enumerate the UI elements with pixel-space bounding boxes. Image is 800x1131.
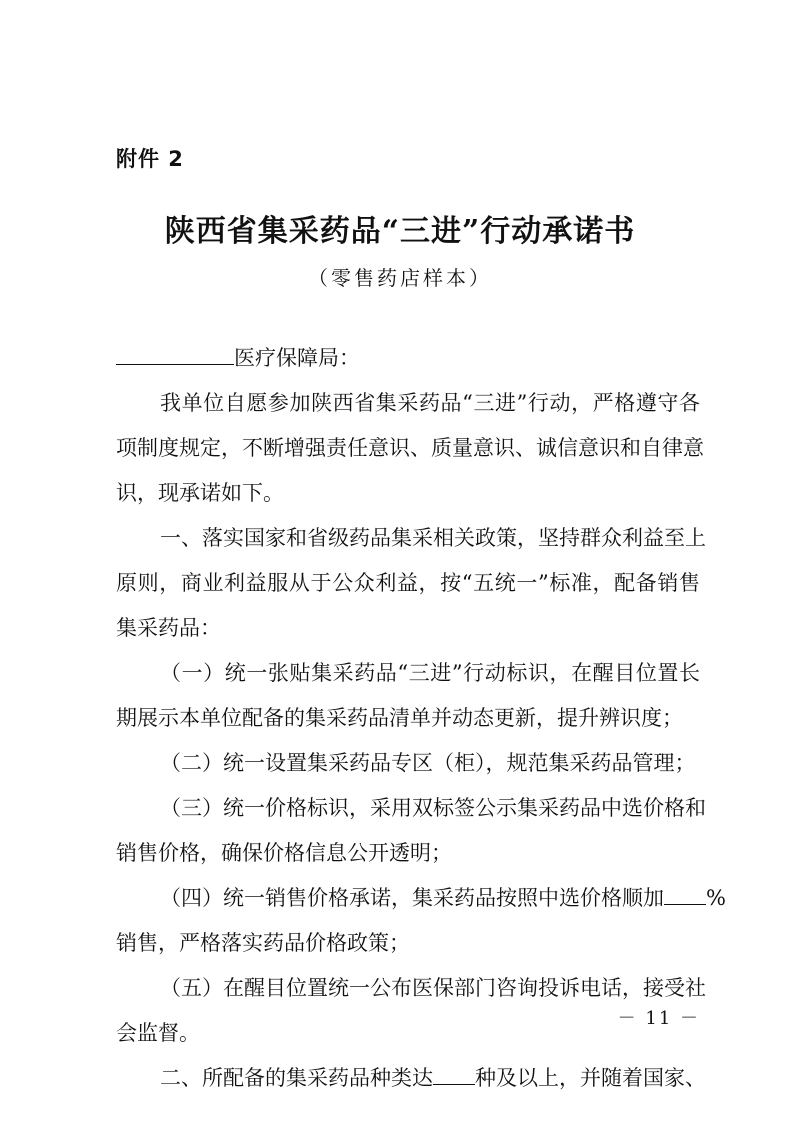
intro-line-1: 我单位自愿参加陕西省集采药品“三进”行动，严格遵守各	[160, 391, 700, 415]
intro-line-2: 项制度规定，不断增强责任意识、质量意识、诚信意识和自律意	[116, 436, 704, 460]
section2-line-1-text: 二、所配备的集采药品种类达	[160, 1066, 433, 1090]
section2-line-1-tail: 种及以上，并随着国家、	[475, 1066, 706, 1090]
item4-line-1	[116, 876, 726, 921]
item1-line-2: 期展示本单位配备的集采药品清单并动态更新，提升辨识度；	[116, 706, 683, 730]
document-subtitle: （零售药店样本）	[308, 266, 492, 290]
section2-line-1	[116, 1056, 706, 1101]
addressee-blank	[116, 338, 234, 365]
markup-percent-blank	[664, 878, 706, 905]
intro-line-3: 识，现承诺如下。	[116, 481, 284, 505]
item3-line-2: 销售价格，确保价格信息公开透明；	[116, 841, 452, 865]
item4-percent-sign: %	[706, 886, 726, 910]
addressee-line	[116, 336, 700, 381]
document-title: 陕西省集采药品“三进”行动承诺书	[164, 214, 636, 249]
item1-line-1: （一）统一张贴集采药品“三进”行动标识，在醒目位置长	[160, 661, 700, 685]
section1-line-3: 集采药品：	[116, 616, 221, 640]
item4-line-2: 销售，严格落实药品价格政策；	[116, 931, 410, 955]
page-number: － 11 －	[617, 1008, 700, 1029]
item5-line-2: 会监督。	[116, 1021, 200, 1045]
section1-line-2: 原则，商业利益服从于公众利益，按“五统一”标准，配备销售	[116, 571, 700, 595]
addressee-suffix: 医疗保障局：	[234, 346, 360, 370]
section1-line-1: 一、落实国家和省级药品集采相关政策，坚持群众利益至上	[160, 526, 706, 550]
item5-line-1: （五）在醒目位置统一公布医保部门咨询投诉电话，接受社	[160, 976, 706, 1000]
item2-line-1: （二）统一设置集采药品专区（柜），规范集采药品管理；	[160, 751, 696, 775]
item3-line-1: （三）统一价格标识，采用双标签公示集采药品中选价格和	[160, 796, 706, 820]
attachment-label: 附件 2	[116, 147, 184, 171]
document-body	[116, 336, 726, 1101]
item4-line-1-text: （四）统一销售价格承诺，集采药品按照中选价格顺加	[160, 886, 664, 910]
variety-count-blank	[433, 1058, 475, 1085]
